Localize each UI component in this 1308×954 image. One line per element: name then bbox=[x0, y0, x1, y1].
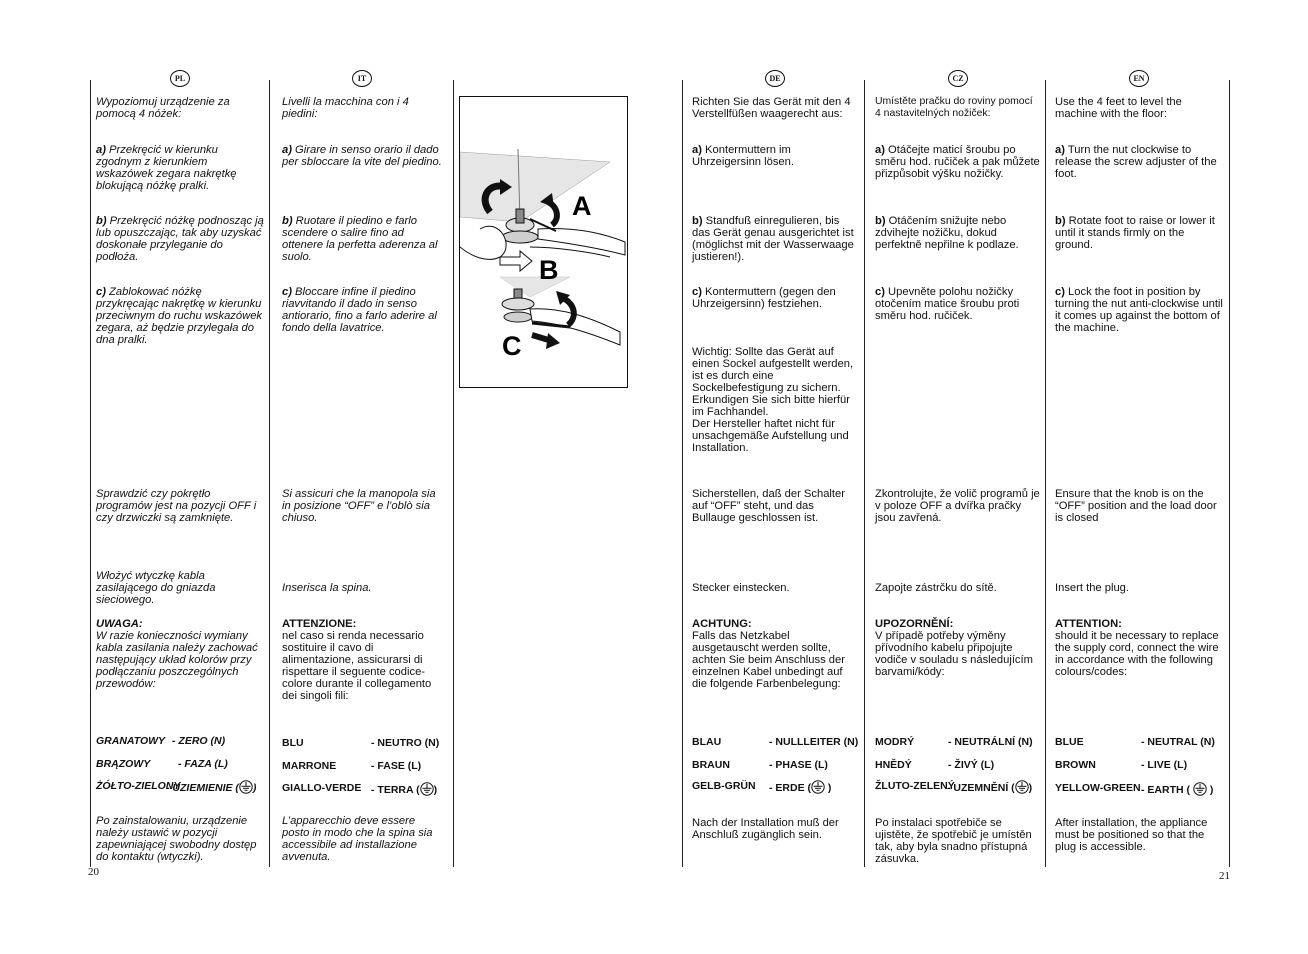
step-b: b) Otáčením snižujte nebo zdvihejte nožičku, dokud perfektně nepřilne k podlaze. bbox=[875, 215, 1019, 251]
insert-plug: Włożyć wtyczkę kabla zasilającego do gniazda sieciowego. bbox=[96, 570, 216, 606]
figure-label-b: B bbox=[539, 255, 559, 285]
figure-label-a: A bbox=[572, 191, 592, 221]
knob-check: Zkontrolujte, že volič programů je v poloze OFF a dvířka pračky jsou zavřená. bbox=[875, 488, 1040, 524]
column-rule bbox=[682, 80, 683, 867]
level-instruction: Livelli la macchina con i 4 piedini: bbox=[282, 96, 409, 120]
step-a: a) Kontermuttern im Uhrzeigersinn lösen. bbox=[692, 144, 794, 168]
step-c: c) Zablokować nóżkę przykręcając nakrętkę w kierunku przeciwnym do ruchu wskazówek zegara, aż będzie przylegała do dna pralki. bbox=[96, 286, 263, 346]
warning: UWAGA: W razie konieczności wymiany kabla zasilania należy zachować następujący układ kolorów przy podłączaniu poszczególnych przewodów: bbox=[96, 618, 258, 690]
column-pl: PL Wypoziomuj urządzenie za pomocą 4 nóżek: a) Przekręcić w kierunku zgodnym z kierunkiem wskazówek zegara nakrętkę blokującą nóżkę pralki. b) Przekręcić nóżkę podnosząc ją lub opuszczając, tak aby uzyskać doskonałe przyleganie do podłoża. c) Zablokować nóżkę przykręcając nakrętkę w kierunku przeciwnym do ruchu wskazówek zegara, aż będzie przylegała do dna pralki. Sprawdzić czy pokrętło programów jest na pozycji OFF i czy drzwiczki są zamknięte. Włożyć wtyczkę kabla zasilającego do gniazda sieciowego. UWAGA: W razie konieczności wymiany kabla zasilania należy zachować następujący układ kolorów przy podłączaniu poszczególnych przewodów: GRANATOWY - ZERO (N) BRĄZOWY - FAZA (L) ŻÓŁTO-ZIELONY - UZIEMIENIE ( ) Po zainstalowaniu, urządzenie należy ustawić w pozycji zapewniającej swobodny dostęp do kontaktu (wtyczki). bbox=[96, 70, 264, 870]
step-b: b) Przekręcić nóżkę podnosząc ją lub opuszczając, tak aby uzyskać doskonałe przyleganie do podłoża. bbox=[96, 215, 264, 263]
column-rule bbox=[864, 80, 865, 867]
warning-title: ACHTUNG: bbox=[692, 618, 752, 630]
language-badge-en: EN bbox=[1129, 70, 1149, 87]
insert-plug: Insert the plug. bbox=[1055, 582, 1130, 594]
earth-symbol-icon bbox=[1015, 780, 1029, 794]
step-a: a) Girare in senso orario il dado per sbloccare la vite del piedino. bbox=[282, 144, 442, 168]
warning: ATTENZIONE: nel caso si renda necessario sostituire il cavo di alimentazione, assicurarsi di rispettare il seguente codice-colore durante il collegamento dei singoli fili: bbox=[282, 618, 432, 702]
step-c: c) Lock the foot in position by turning the nut anti-clockwise until it comes up against the bottom of the machine. bbox=[1055, 286, 1223, 334]
final-note: Nach der Installation muß der Anschluß zugänglich sein. bbox=[692, 817, 839, 841]
figure-label-c: C bbox=[502, 331, 522, 361]
warning: ACHTUNG: Falls das Netzkabel ausgetauscht werden sollte, achten Sie beim Anschluss der einzelnen Kabel unbedingt auf die folgende Farbenbelegung: bbox=[692, 618, 845, 690]
column-cz: CZ Umístěte pračku do roviny pomocí 4 nastavitelných nožiček: a) Otáčejte maticí šroubu po směru hod. ručiček a pak můžete přizpůsobit výšku nožičky. b) Otáčením snižujte nebo zdvihejte nožičku, dokud perfektně nepřilne k podlaze. c) Upevněte polohu nožičky otočením matice šroubu proti směru hod. ručiček. Zkontrolujte, že volič programů je v poloze OFF a dvířka pračky jsou zavřená. Zapojte zástrčku do sítě. UPOZORNĚNÍ: V případě potřeby výměny přívodního kabelu připojujte vodiče v souladu s následujícím barvami/kódy: MODRÝ - NEUTRÁLNÍ (N) HNĚDÝ - ŽIVÝ (L) ŽLUTO-ZELENÝ - UZEMNĚNÍ ( ) Po instalaci spotřebiče se ujistěte, že spotřebič je umístěn tak, aby byla snadno přístupná zásuvka. bbox=[875, 70, 1041, 870]
leveling-feet-illustration bbox=[459, 96, 628, 388]
level-instruction: Richten Sie das Gerät mit den 4 Verstellfüßen waagerecht aus: bbox=[692, 96, 851, 120]
column-rule bbox=[1229, 80, 1230, 867]
knob-check: Ensure that the knob is on the “OFF” position and the load door is closed bbox=[1055, 488, 1217, 524]
step-b: b) Standfuß einregulieren, bis das Gerät genau ausgerichtet ist (möglichst mit der Wasserwaage justieren!). bbox=[692, 215, 854, 263]
column-en: EN Use the 4 feet to level the machine with the floor: a) Turn the nut clockwise to release the screw adjuster of the foot. b) Rotate foot to raise or lower it until it stands firmly on the ground. c) Lock the foot in position by turning the nut anti-clockwise until it comes up against the bottom of the machine. Ensure that the knob is on the “OFF” position and the load door is closed Insert the plug. ATTENTION: should it be necessary to replace the supply cord, connect the wire in accordance with the following colours/codes: BLUE - NEUTRAL (N) BROWN - LIVE (L) YELLOW-GREEN - EARTH ( ) After installation, the appliance must be positioned so that the plug is accessible. bbox=[1055, 70, 1223, 870]
earth-symbol-icon bbox=[420, 782, 434, 796]
knob-check: Sicherstellen, daß der Schalter auf “OFF” steht, und das Bullauge geschlossen ist. bbox=[692, 488, 845, 524]
step-c: c) Kontermuttern (gegen den Uhrzeigersinn) festziehen. bbox=[692, 286, 836, 310]
knob-check: Sprawdzić czy pokrętło programów jest na pozycji OFF i czy drzwiczki są zamknięte. bbox=[96, 488, 257, 524]
final-note: Po zainstalowaniu, urządzenie należy ustawić w pozycji zapewniającej swobodny dostęp do kontaktu (wtyczki). bbox=[96, 815, 257, 863]
warning: ATTENTION: should it be necessary to replace the supply cord, connect the wire in accordance with the following colours/codes: bbox=[1055, 618, 1219, 678]
level-instruction: Wypoziomuj urządzenie za pomocą 4 nóżek: bbox=[96, 96, 230, 120]
step-a: a) Przekręcić w kierunku zgodnym z kierunkiem wskazówek zegara nakrętkę blokującą nóżkę pralki. bbox=[96, 144, 237, 192]
page-number-left: 20 bbox=[88, 866, 99, 878]
column-rule bbox=[1045, 80, 1046, 867]
warning-title: UPOZORNĚNÍ: bbox=[875, 618, 954, 630]
feet-adjustment-drawing bbox=[460, 97, 627, 387]
knob-check: Si assicuri che la manopola sia in posizione “OFF” e l’oblò sia chiuso. bbox=[282, 488, 436, 524]
warning-title: ATTENTION: bbox=[1055, 618, 1122, 630]
column-rule bbox=[90, 80, 91, 867]
column-de: DE Richten Sie das Gerät mit den 4 Verstellfüßen waagerecht aus: a) Kontermuttern im Uhrzeigersinn lösen. b) Standfuß einregulieren, bis das Gerät genau ausgerichtet ist (möglichst mit der Wasserwaage justieren!). c) Kontermuttern (gegen den Uhrzeigersinn) festziehen. Wichtig: Sollte das Gerät auf einen Sockel aufgestellt werden, ist es durch eine Sockelbefestigung zu sichern. Erkundigen Sie sich bitte hierfür im Fachhandel. Der Hersteller haftet nicht für unsachgemäße Aufstellung und Installation. Sicherstellen, daß der Schalter auf “OFF” steht, und das Bullauge geschlossen ist. Stecker einstecken. ACHTUNG: Falls das Netzkabel ausgetauscht werden sollte, achten Sie beim Anschluss der einzelnen Kabel unbedingt auf die folgende Farbenbelegung: BLAU - NULLLEITER (N) BRAUN - PHASE (L) GELB-GRÜN - ERDE ( ) Nach der Installation muß der Anschluß zugänglich sein. bbox=[692, 70, 858, 870]
insert-plug: Stecker einstecken. bbox=[692, 582, 790, 594]
installation-note: Wichtig: Sollte das Gerät auf einen Sockel aufgestellt werden, ist es durch eine Sockelbefestigung zu sichern. Erkundigen Sie sich bitte hierfür im Fachhandel. Der Hersteller haftet nicht für unsachgemäße Aufstellung und Installation. bbox=[692, 346, 854, 454]
step-c: c) Upevněte polohu nožičky otočením matice šroubu proti směru hod. ručiček. bbox=[875, 286, 1020, 322]
step-b: b) Ruotare il piedino e farlo scendere o salire fino ad ottenere la perfetta aderenza al suolo. bbox=[282, 215, 438, 263]
final-note: L’apparecchio deve essere posto in modo che la spina sia accessibile ad installazione avvenuta. bbox=[282, 815, 433, 863]
language-badge-de: DE bbox=[765, 70, 785, 87]
step-b: b) Rotate foot to raise or lower it until it stands firmly on the ground. bbox=[1055, 215, 1215, 251]
column-it: IT Livelli la macchina con i 4 piedini: a) Girare in senso orario il dado per sbloccare la vite del piedino. b) Ruotare il piedino e farlo scendere o salire fino ad ottenere la perfetta aderenza al suolo. c) Bloccare infine il piedino riavvitando il dado in senso antiorario, fino a farlo aderire al fondo della lavatrice. Si assicuri che la manopola sia in posizione “OFF” e l’oblò sia chiuso. Inserisca la spina. ATTENZIONE: nel caso si renda necessario sostituire il cavo di alimentazione, assicurarsi di rispettare il seguente codice-colore durante il collegamento dei singoli fili: BLU - NEUTRO (N) MARRONE - FASE (L) GIALLO-VERDE - TERRA ( ) L’apparecchio deve essere posto in modo che la spina sia accessibile ad installazione avvenuta. bbox=[282, 70, 442, 870]
earth-symbol-icon bbox=[1193, 782, 1207, 796]
warning: UPOZORNĚNÍ: V případě potřeby výměny přívodního kabelu připojujte vodiče v souladu s následujícím barvami/kódy: bbox=[875, 618, 1033, 678]
earth-symbol-icon bbox=[811, 780, 825, 794]
language-badge-pl: PL bbox=[170, 70, 190, 87]
page-number-right: 21 bbox=[1219, 870, 1230, 882]
language-badge-cz: CZ bbox=[948, 70, 968, 87]
column-rule bbox=[269, 80, 270, 867]
final-note: After installation, the appliance must be positioned so that the plug is accessible. bbox=[1055, 817, 1208, 853]
step-a: a) Turn the nut clockwise to release the screw adjuster of the foot. bbox=[1055, 144, 1217, 180]
language-badge-it: IT bbox=[352, 70, 372, 87]
step-a: a) Otáčejte maticí šroubu po směru hod. ručiček a pak můžete přizpůsobit výšku nožičky. bbox=[875, 144, 1040, 180]
step-c: c) Bloccare infine il piedino riavvitando il dado in senso antiorario, fino a farlo aderire al fondo della lavatrice. bbox=[282, 286, 437, 334]
column-rule bbox=[453, 80, 454, 867]
final-note: Po instalaci spotřebiče se ujistěte, že spotřebič je umístěn tak, aby byla snadno přístupná zásuvka. bbox=[875, 817, 1032, 865]
insert-plug: Zapojte zástrčku do sítě. bbox=[875, 582, 997, 594]
warning-title: UWAGA: bbox=[96, 618, 143, 630]
level-instruction: Use the 4 feet to level the machine with the floor: bbox=[1055, 96, 1182, 120]
warning-title: ATTENZIONE: bbox=[282, 618, 357, 630]
earth-symbol-icon bbox=[239, 780, 253, 794]
level-instruction: Umístěte pračku do roviny pomocí 4 nastavitelných nožiček: bbox=[875, 96, 1033, 119]
insert-plug: Inserisca la spina. bbox=[282, 582, 372, 594]
